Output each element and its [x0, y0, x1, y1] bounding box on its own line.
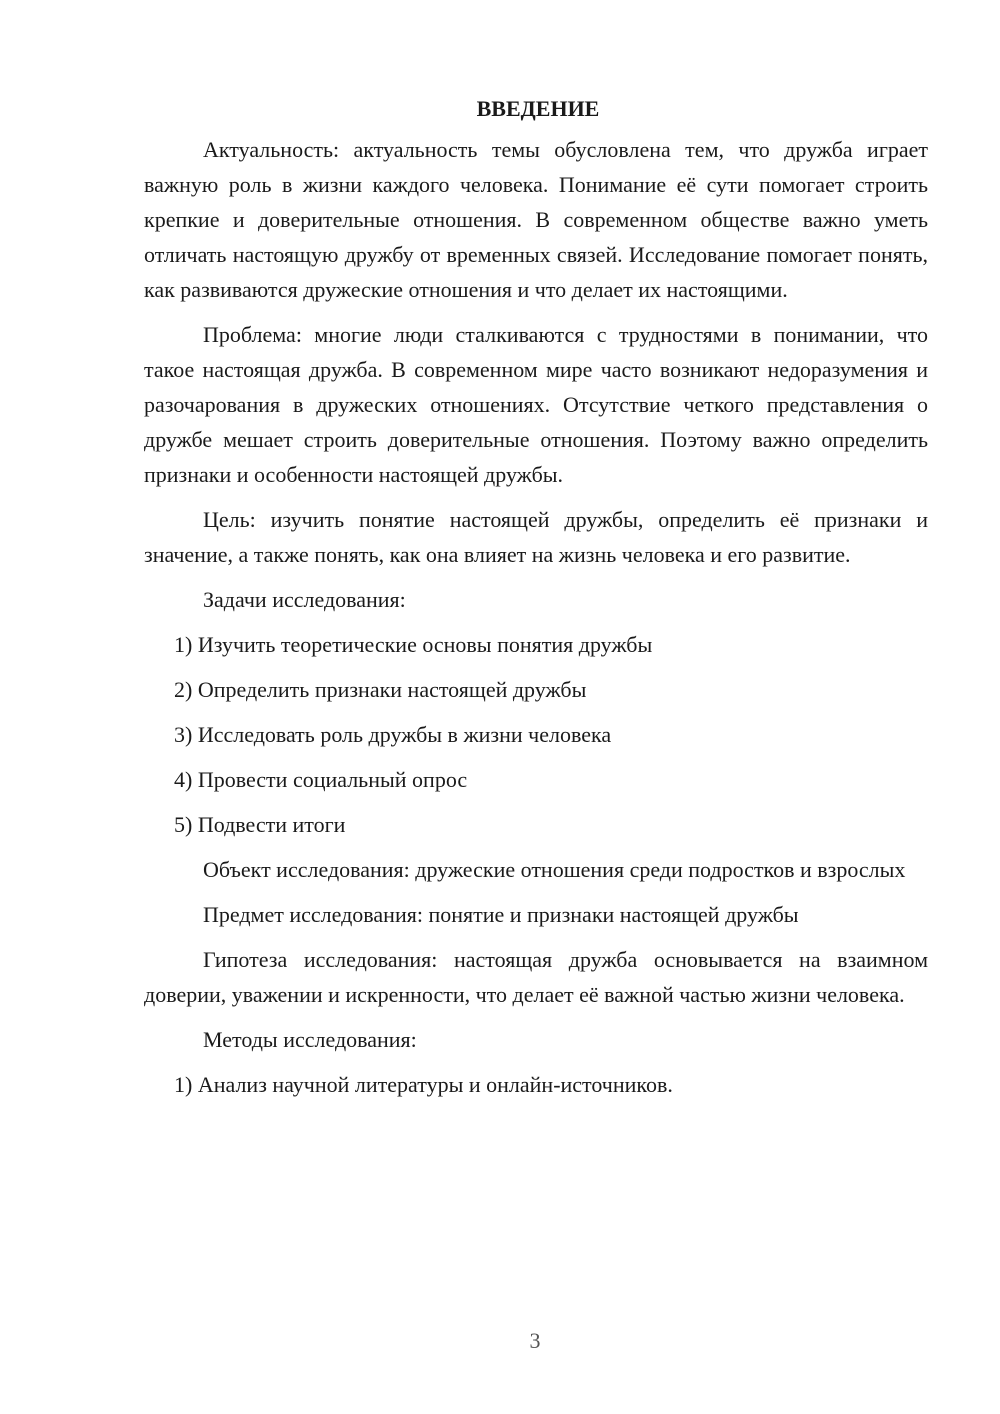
- document-page: [144, 92, 928, 1112]
- hypothesis-paragraph: Гипотеза исследования: настоящая дружба основывается на взаимном доверии, уважении и искренности, что делает её важной частью жизни человека.: [144, 947, 928, 1007]
- tasks-list: [144, 627, 928, 842]
- list-item: 1) Анализ научной литературы и онлайн-источников.: [174, 1072, 673, 1097]
- section-title: ВВЕДЕНИЕ: [476, 96, 600, 121]
- problem-paragraph: Проблема: многие люди сталкиваются с трудностями в понимании, что такое настоящая дружба. В современном мире часто возникают недоразумения и разочарования в дружеских отношениях. Отсутствие четкого представления о дружбе мешает строить доверительные отношения. Поэтому важно определить признаки и особенности настоящей дружбы.: [144, 322, 928, 487]
- list-item: 5) Подвести итоги: [174, 812, 346, 837]
- object-paragraph: Объект исследования: дружеские отношения среди подростков и взрослых: [203, 857, 906, 882]
- goal-paragraph: Цель: изучить понятие настоящей дружбы, определить её признаки и значение, а также понять, как она влияет на жизнь человека и его развитие.: [144, 507, 928, 567]
- list-item: 3) Исследовать роль дружбы в жизни человека: [174, 722, 612, 747]
- list-item: 2) Определить признаки настоящей дружбы: [174, 677, 587, 702]
- subject-paragraph: Предмет исследования: понятие и признаки настоящей дружбы: [203, 902, 799, 927]
- page-number: 3: [529, 1328, 541, 1353]
- list-item: 1) Изучить теоретические основы понятия дружбы: [174, 632, 653, 657]
- methods-list: [144, 1067, 928, 1102]
- tasks-heading: Задачи исследования:: [203, 587, 406, 612]
- relevance-paragraph: Актуальность: актуальность темы обусловлена тем, что дружба играет важную роль в жизни каждого человека. Понимание её сути помогает строить крепкие и доверительные отношения. В современном обществе важно уметь отличать настоящую дружбу от временных связей. Исследование помогает понять, как развиваются дружеские отношения и что делает их настоящими.: [144, 137, 928, 302]
- methods-heading: Методы исследования:: [203, 1027, 417, 1052]
- list-item: 4) Провести социальный опрос: [174, 767, 468, 792]
